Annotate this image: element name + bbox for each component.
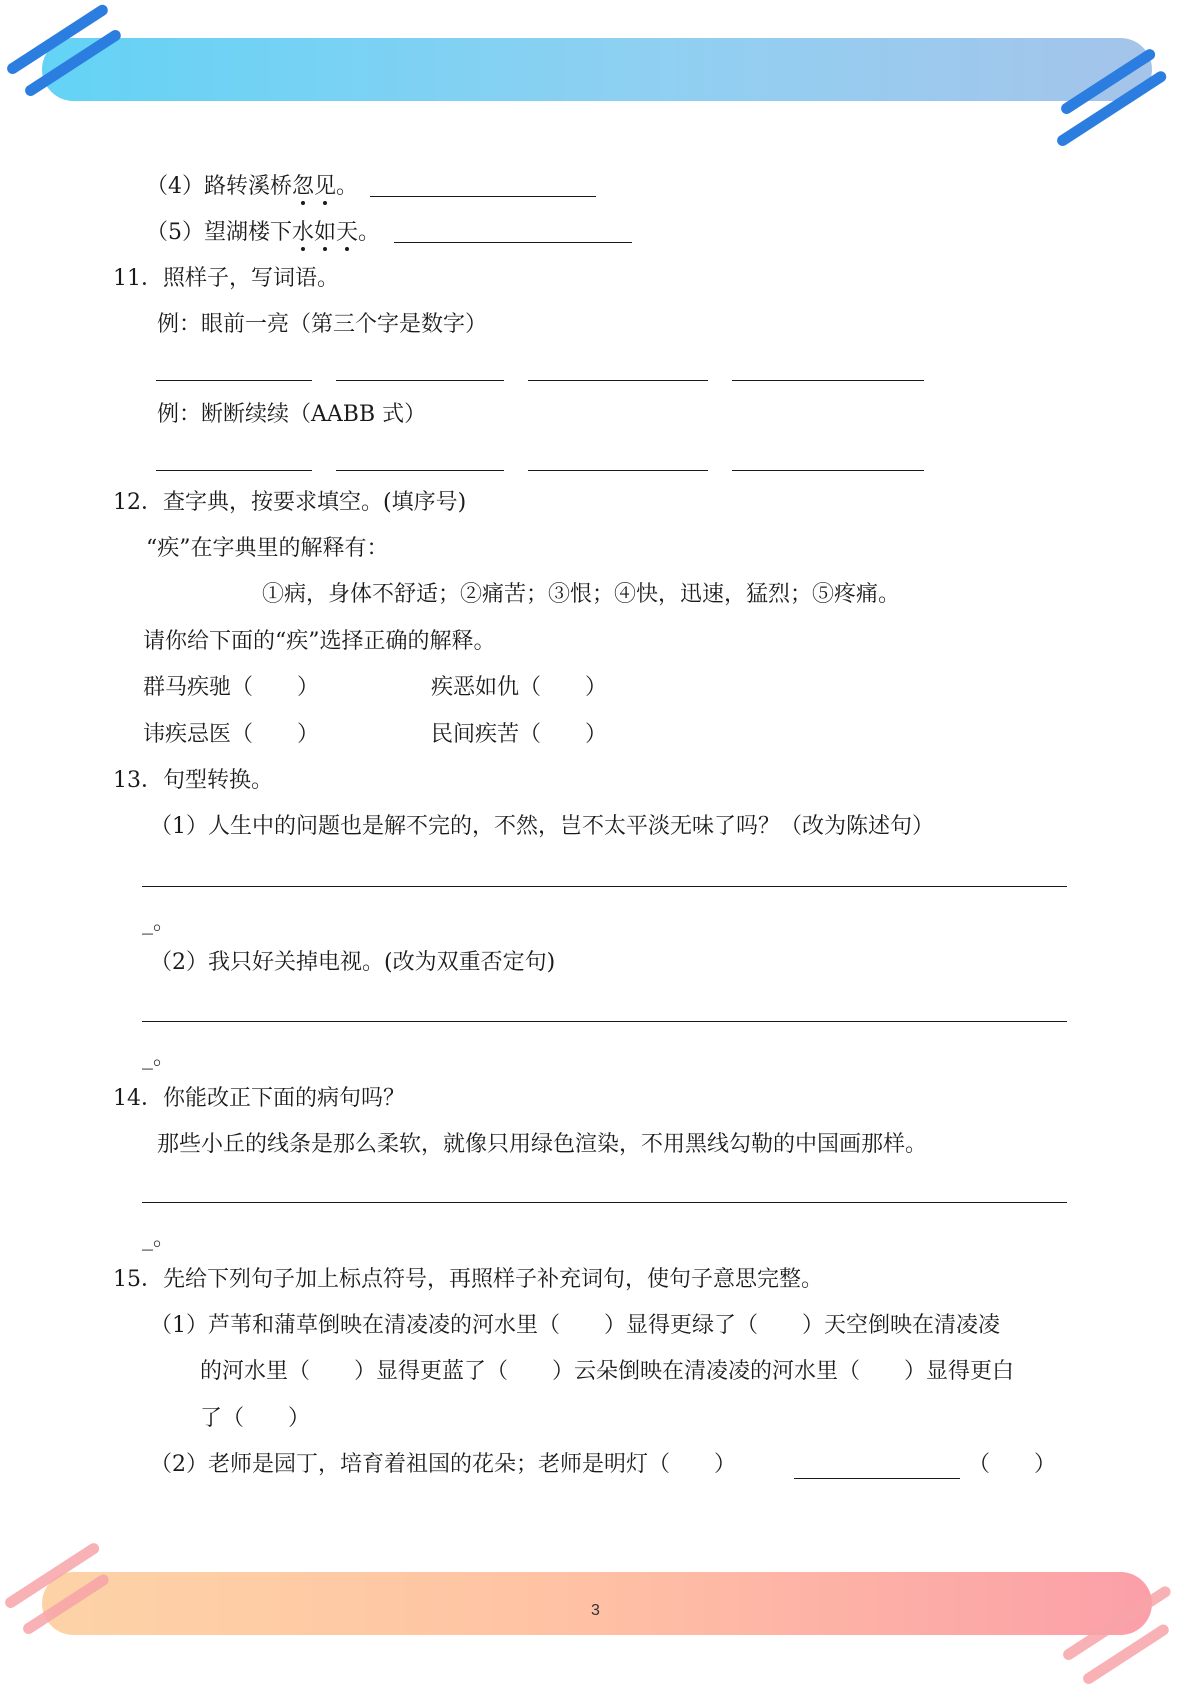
q11-example-1: 例：眼前一亮（第三个字是数字） [157,312,488,337]
q15-title: 15．先给下列句子加上标点符号，再照样子补充词句，使句子意思完整。 [113,1267,823,1292]
q11-example-2: 例：断断续续（AABB 式） [157,402,427,427]
q14-answer-line[interactable] [142,1202,1067,1203]
q10-item-4: （4）路转溪桥忽见。 [146,174,359,199]
q13-item-2-answer-line[interactable] [142,1021,1067,1022]
q14-end: _。 [142,1226,176,1251]
q12-meanings: ①病，身体不舒适；②痛苦；③恨；④快，迅速，猛烈；⑤疼痛。 [262,582,901,607]
q15-item-2-end: （ ） [968,1452,1057,1477]
q15-item-1-line-2: 的河水里（ ）显得更蓝了（ ）云朵倒映在清凌凌的河水里（ ）显得更白 [200,1359,1015,1384]
q10-item-4-blank[interactable] [370,196,596,197]
q14-sentence: 那些小丘的线条是那么柔软，就像只用绿色渲染，不用黑线勾勒的中国画那样。 [157,1132,928,1157]
q12-title: 12．查字典，按要求填空。(填序号) [113,490,467,515]
q13-item-1-answer-line[interactable] [142,886,1067,887]
q12-instruction: 请你给下面的“疾”选择正确的解释。 [143,629,496,654]
q15-item-2-blank[interactable] [794,1478,960,1479]
q14-title: 14．你能改正下面的病句吗？ [113,1086,405,1111]
q11-answer-blank[interactable] [156,380,312,381]
q11-answer-blank[interactable] [732,380,924,381]
q13-title: 13．句型转换。 [113,768,273,793]
q13-item-1-end: _。 [142,910,176,935]
q12-item[interactable]: 群马疾驰（ ） [143,675,320,700]
q11-answer-blank[interactable] [336,470,504,471]
q12-intro: “疾”在字典里的解释有： [146,536,389,561]
q13-item-1: （1）人生中的问题也是解不完的，不然，岂不太平淡无味了吗？（改为陈述句） [150,814,934,839]
q15-item-2: （2）老师是园丁，培育着祖国的花朵；老师是明灯（ ） [150,1452,736,1477]
q11-answer-blank[interactable] [732,470,924,471]
q10-item-5-blank[interactable] [394,242,632,243]
q12-item[interactable]: 民间疾苦（ ） [431,722,608,747]
q12-item[interactable]: 讳疾忌医（ ） [143,722,320,747]
q12-item[interactable]: 疾恶如仇（ ） [431,675,608,700]
q13-item-2-end: _。 [142,1045,176,1070]
q10-item-5: （5）望湖楼下水如天。 [146,220,381,245]
top-banner [42,38,1152,101]
q15-item-1-line-3: 了（ ） [200,1406,311,1431]
q11-answer-blank[interactable] [156,470,312,471]
q11-title: 11．照样子，写词语。 [113,266,339,291]
q13-item-2: （2）我只好关掉电视。(改为双重否定句) [150,950,556,975]
q11-answer-blank[interactable] [528,380,708,381]
q15-item-1-line-1: （1）芦苇和蒲草倒映在清凌凌的河水里（ ）显得更绿了（ ）天空倒映在清凌凌 [150,1313,1000,1338]
page-number: 3 [591,1602,600,1619]
q11-answer-blank[interactable] [528,470,708,471]
q11-answer-blank[interactable] [336,380,504,381]
